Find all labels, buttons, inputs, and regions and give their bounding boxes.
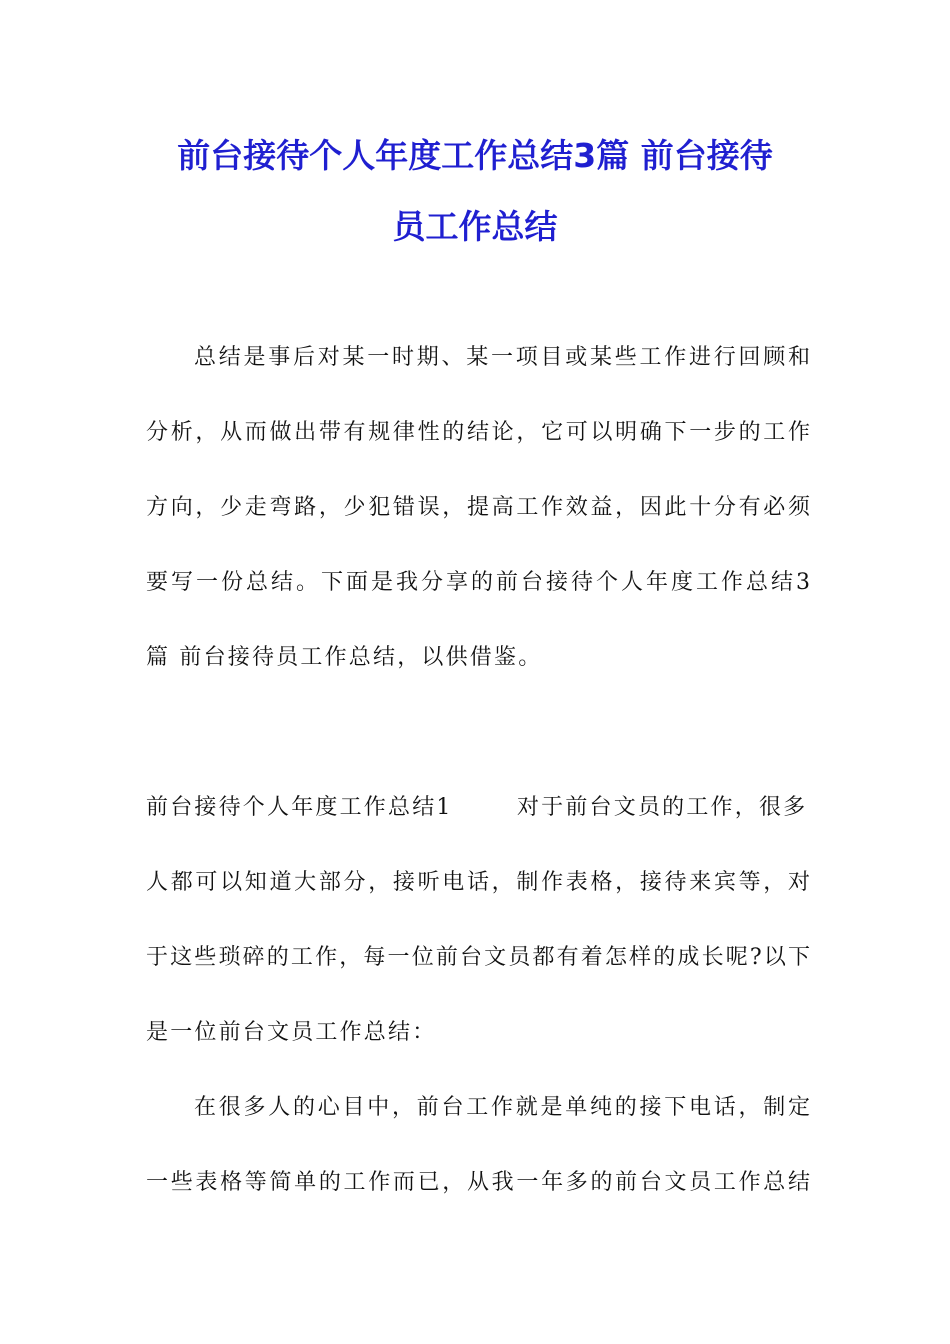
intro-paragraph-line: 总结是事后对某一时期、某一项目或某些工作进行回顾和 xyxy=(194,345,810,370)
intro-paragraph-line: 方向，少走弯路，少犯错误，提高工作效益，因此十分有必须 xyxy=(146,495,810,520)
intro-paragraph-line: 分析，从而做出带有规律性的结论，它可以明确下一步的工作 xyxy=(146,420,810,445)
document-title-line-1: 前台接待个人年度工作总结3篇 前台接待 xyxy=(177,136,773,175)
section-1-paragraph-line: 人都可以知道大部分，接听电话，制作表格，接待来宾等，对 xyxy=(146,870,810,895)
section-1-paragraph-line: 是一位前台文员工作总结： xyxy=(146,1020,437,1045)
section-1-paragraph-line: 于这些琐碎的工作，每一位前台文员都有着怎样的成长呢?以下 xyxy=(146,945,810,970)
intro-paragraph-line: 要写一份总结。下面是我分享的前台接待个人年度工作总结3 xyxy=(146,570,810,595)
section-2-paragraph-line: 在很多人的心目中，前台工作就是单纯的接下电话，制定 xyxy=(194,1095,810,1120)
document-title-line-2: 员工作总结 xyxy=(392,207,558,246)
intro-paragraph-line: 篇 前台接待员工作总结，以供借鉴。 xyxy=(146,645,543,670)
section-1-paragraph-line: 前台接待个人年度工作总结1 对于前台文员的工作，很多 xyxy=(146,795,808,820)
section-2-paragraph-line: 一些表格等简单的工作而已，从我一年多的前台文员工作总结 xyxy=(146,1170,810,1195)
